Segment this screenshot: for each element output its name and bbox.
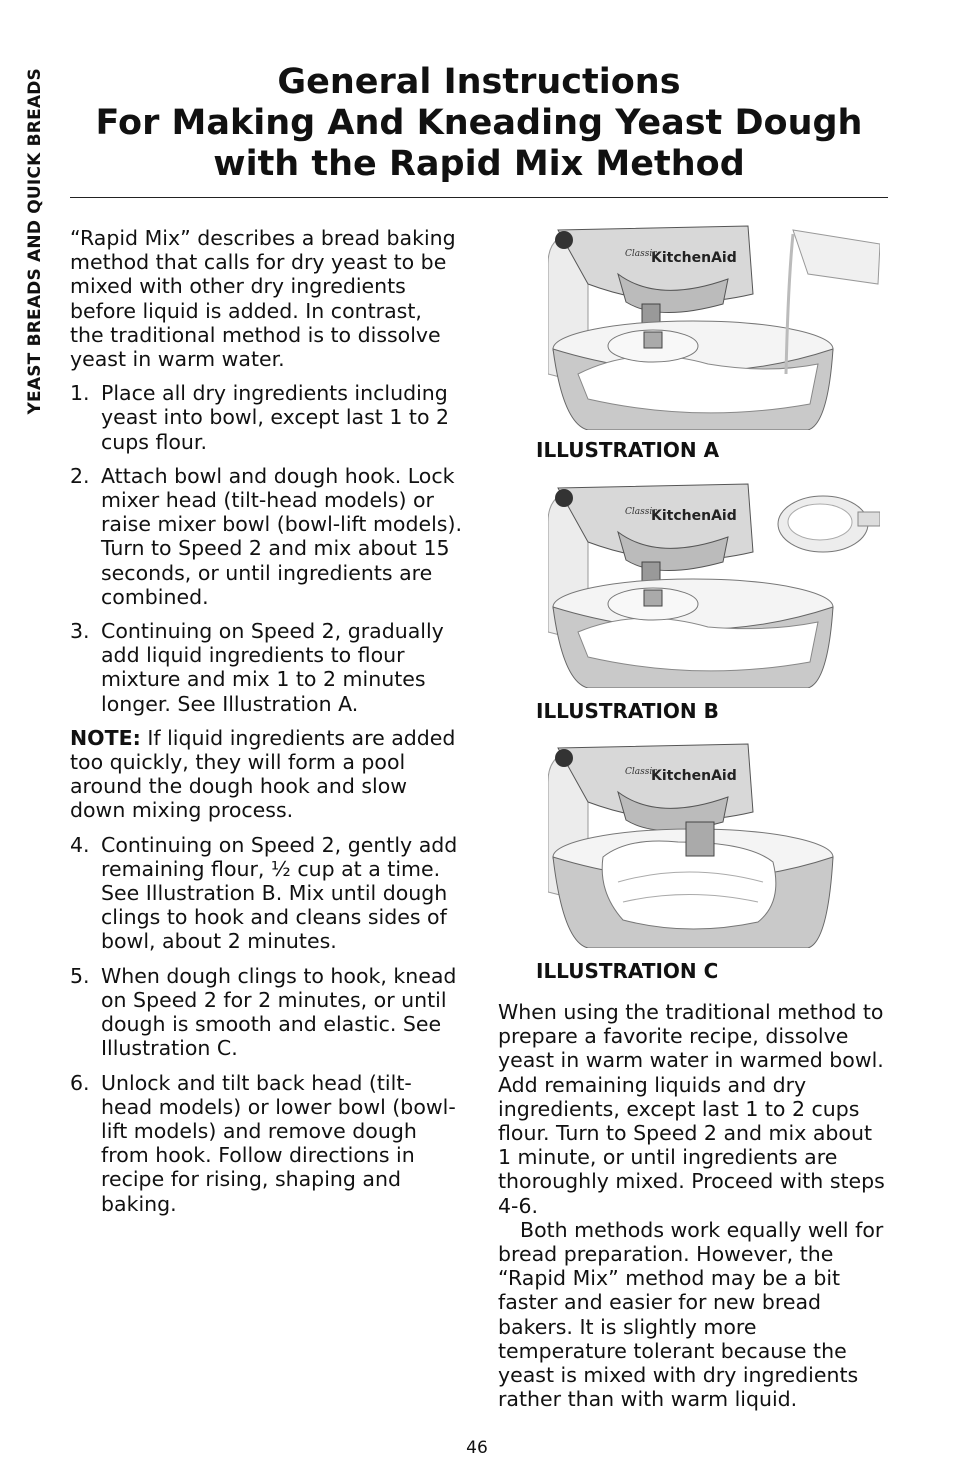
model-label: Classic — [625, 507, 658, 517]
step-text: Unlock and tilt back head (tilt-head models) or lower bowl (bowl-lift models) and remove dough from hook. Follow directions in recipe for rising, shaping and baking. — [101, 1070, 456, 1216]
step-item — [70, 1071, 462, 1216]
step-number: 6. — [70, 1070, 90, 1095]
illustration-c-mixer-kneading — [548, 742, 880, 948]
brand-label: KitchenAid — [651, 508, 737, 524]
step-text: Attach bowl and dough hook. Lock mixer head (tilt-head models) or raise mixer bowl (bowl-lift models). Turn to Speed 2 and mix about 15 seconds, or until ingredients are combined. — [101, 463, 462, 609]
step-number: 5. — [70, 963, 90, 988]
section-tab — [20, 68, 50, 468]
illustration-c-caption: ILLUSTRATION C — [536, 959, 719, 983]
illustration-a-mixer-pouring-liquid — [548, 224, 880, 430]
step-text: When dough clings to hook, knead on Speed 2 for 2 minutes, or until dough is smooth and elastic. See Illustration C. — [101, 963, 457, 1061]
page-title — [70, 62, 888, 185]
step-item — [70, 619, 462, 716]
step-item — [70, 381, 462, 454]
traditional-method-paragraph: When using the traditional method to prepare a favorite recipe, dissolve yeast in warm water in warmed bowl. Add remaining liquids and dry ingredients, except last 1 to 2 cups flour. Turn to Speed 2 and mix about 1 minute, or until ingredients are thoroughly mixed. Proceed with steps 4-6. — [498, 1000, 885, 1218]
brand-label: KitchenAid — [651, 250, 737, 266]
title-line-2: For Making And Kneading Yeast Dough — [95, 103, 863, 143]
step-text: Continuing on Speed 2, gently add remaining flour, ½ cup at a time. See Illustration B. Mix until dough clings to hook and cleans sides of bowl, about 2 minutes. — [101, 832, 458, 954]
title-line-1: General Instructions — [277, 62, 681, 102]
note-text: If liquid ingredients are added too quickly, they will form a pool around the dough hook and slow down mixing process. — [70, 725, 456, 823]
note-paragraph — [70, 726, 462, 823]
note-label: NOTE: — [70, 725, 141, 750]
step-item — [70, 964, 462, 1061]
model-label: Classic — [625, 767, 658, 777]
title-divider — [70, 197, 888, 198]
model-label: Classic — [625, 249, 658, 259]
left-column — [70, 226, 462, 1226]
step-number: 3. — [70, 619, 90, 644]
step-text: Place all dry ingredients including yeast into bowl, except last 1 to 2 cups flour. — [101, 381, 450, 454]
illustration-a-caption: ILLUSTRATION A — [536, 438, 720, 462]
right-column — [498, 1000, 890, 1411]
step-text: Continuing on Speed 2, gradually add liquid ingredients to flour mixture and mix 1 to 2 minutes longer. See Illustration A. — [101, 619, 444, 716]
step-item — [70, 833, 462, 954]
comparison-paragraph: Both methods work equally well for bread preparation. However, the “Rapid Mix” method may be a bit faster and easier for new bread bakers. It is slightly more temperature tolerant because the yeast is mixed with dry ingredients rather than with warm liquid. — [498, 1217, 884, 1412]
step-item — [70, 464, 462, 609]
steps-list-1 — [70, 381, 462, 716]
steps-list-2 — [70, 833, 462, 1216]
section-tab-label: YEAST BREADS AND QUICK BREADS — [25, 68, 45, 415]
page-number: 46 — [466, 1438, 488, 1458]
title-line-3: with the Rapid Mix Method — [213, 144, 745, 184]
brand-label: KitchenAid — [651, 768, 737, 784]
step-number: 2. — [70, 463, 90, 488]
step-number: 1. — [70, 381, 90, 406]
illustration-b-caption: ILLUSTRATION B — [536, 699, 719, 723]
step-number: 4. — [70, 832, 90, 857]
intro-paragraph: “Rapid Mix” describes a bread baking method that calls for dry yeast to be mixed with other dry ingredients before liquid is added. In contrast, the traditional method is to dissolve yeast in warm water. — [70, 226, 456, 372]
illustration-b-mixer-adding-flour — [548, 482, 880, 688]
